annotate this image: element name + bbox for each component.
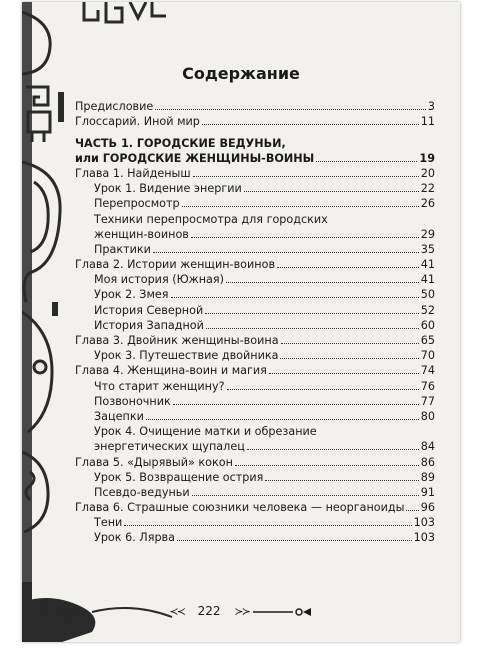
toc-entry-title: Глава 4. Женщина-воин и магия [75,364,267,378]
toc-leader-dots [406,510,418,511]
toc-entry-page: 74 [420,364,435,378]
toc-leader-dots [316,161,417,162]
toc-entry-page: 76 [420,379,435,393]
arrow-left-icon: ≺≺ [169,605,184,618]
toc-leader-dots [171,297,419,298]
toc-entry[interactable] [75,454,435,469]
toc-entry-page: 60 [420,318,435,332]
toc-entry[interactable] [75,485,435,500]
toc-leader-dots [265,480,418,481]
toc-entry-page: 29 [420,227,435,241]
toc-entry-title: энергетических щупалец [94,440,245,454]
toc-entry-title: Урок 1. Видение энергии [94,182,242,196]
toc-entry-title: Глоссарий. Иной мир [75,115,200,129]
toc-entry[interactable] [75,196,435,211]
book-page [22,2,460,642]
toc-entry[interactable] [75,257,435,272]
toc-entry-title: Урок 2. Змея [94,288,169,302]
toc-leader-dots [227,389,419,390]
toc-entry[interactable] [75,530,435,545]
toc-leader-dots [191,237,419,238]
toc-entry-page: 96 [420,501,435,515]
toc-entry-title: женщин-воинов [94,227,189,241]
toc-entry-page: 11 [420,115,435,129]
toc-entry[interactable] [75,99,435,114]
toc-entry[interactable] [75,318,435,333]
toc-entry[interactable] [75,272,435,287]
toc-entry-title: История Западной [94,318,204,332]
toc-entry-page: 89 [420,470,435,484]
toc-entry-title: Урок 4. Очищение матки и обрезание [94,425,317,439]
toc-entry-title: Зацепки [94,409,144,423]
toc-entry-title: Урок 6. Лярва [94,531,176,545]
toc-entry-title: Глава 3. Двойник женщины-воина [75,334,279,347]
toc-entry-page: 50 [420,288,435,302]
toc-entry[interactable] [75,333,435,348]
toc-entry-title: Урок 3. Путешествие двойника [94,349,279,363]
toc-entry[interactable] [75,378,435,393]
toc-entry[interactable] [75,470,435,485]
toc-entry-page: 84 [420,440,435,454]
toc-entry[interactable] [75,242,435,257]
toc-entry-title: Что старит женщину? [94,379,225,393]
toc-entry-title: Техники перепросмотра для городских [94,212,328,226]
toc-leader-dots [153,252,419,253]
toc-entry-page: 80 [420,409,435,423]
toc-leader-dots [193,176,419,177]
toc-entry-page: 22 [420,182,435,196]
toc-entry-page: 65 [420,334,435,347]
toc-leader-dots [235,465,419,466]
toc-entry-title: Перепросмотр [94,197,180,211]
toc-entry-page: 52 [420,303,435,317]
toc-entry-title: ЧАСТЬ 1. ГОРОДСКИЕ ВЕДУНЬИ, [75,136,286,150]
toc-entry-title: Урок 5. Возвращение острия [94,470,264,484]
toc-entry-page: 103 [413,516,435,530]
toc-entry[interactable] [75,135,435,150]
toc-leader-dots [205,313,419,314]
toc-entry-page: 3 [427,100,435,114]
toc-entry-title: Глава 6. Страшные союзники человека — неорганоиды [75,501,405,515]
toc-entry[interactable] [75,302,435,317]
toc-leader-dots [281,343,419,344]
toc-entry-page: 70 [420,349,435,363]
toc-entry-title: Позвоночник [94,394,171,408]
toc-leader-dots [182,206,419,207]
left-ornament-icon [22,2,82,642]
toc-entry-title: Псевдо-ведуньи [94,485,190,499]
toc-entry-title: Практики [94,242,151,256]
toc-leader-dots [173,404,419,405]
toc-entry[interactable] [75,439,435,454]
toc-leader-dots [269,373,419,374]
toc-entry-page: 91 [420,485,435,499]
toc-entry-page: 41 [420,258,435,272]
toc-entry[interactable] [75,181,435,196]
page-title: Содержание [182,64,300,83]
toc-entry-page: 103 [413,531,435,545]
toc-entry[interactable] [75,394,435,409]
toc-entry-page: 35 [420,242,435,256]
toc-entry-page: 77 [420,394,435,408]
toc-entry[interactable] [75,211,435,226]
toc-leader-dots [206,328,419,329]
toc-entry[interactable] [75,500,435,515]
toc-entry-title: Глава 5. «Дырявый» кокон [75,455,233,469]
toc-entry-title: или ГОРОДСКИЕ ЖЕНЩИНЫ-ВОИНЫ [75,151,315,165]
toc-entry-page: 86 [420,455,435,469]
table-of-contents [75,99,435,545]
toc-leader-dots [177,540,412,541]
toc-entry[interactable] [75,515,435,530]
toc-entry[interactable] [75,409,435,424]
toc-entry-title: Глава 1. Найденыш [75,166,191,180]
toc-entry-page: 41 [420,273,435,287]
toc-entry[interactable] [75,227,435,242]
toc-leader-dots [277,267,419,268]
toc-leader-dots [226,282,419,283]
toc-leader-dots [280,358,418,359]
toc-entry[interactable] [75,166,435,181]
toc-leader-dots [244,191,419,192]
toc-leader-dots [192,495,419,496]
page-number: 222 [197,604,221,618]
toc-entry-title: Предисловие [75,100,154,114]
toc-leader-dots [155,109,426,110]
toc-entry-title: Глава 2. Истории женщин-воинов [75,258,276,272]
top-ornament-icon [82,2,172,42]
toc-entry-page: 20 [420,166,435,180]
toc-leader-dots [247,449,419,450]
toc-entry[interactable] [75,424,435,439]
toc-entry-page: 26 [420,197,435,211]
page-footer [22,604,460,618]
toc-entry[interactable] [75,151,435,166]
toc-entry-title: Тени [94,516,123,530]
toc-entry-title: Моя история (Южная) [94,273,225,287]
toc-leader-dots [124,525,411,526]
toc-entry[interactable] [75,348,435,363]
toc-entry[interactable] [75,114,435,129]
toc-leader-dots [146,419,419,420]
toc-entry[interactable] [75,363,435,378]
toc-entry-page: 19 [419,151,435,165]
toc-entry[interactable] [75,287,435,302]
toc-leader-dots [202,124,419,125]
arrow-ornament-icon [253,607,313,617]
arrow-right-icon: ≻≻ [234,605,249,618]
toc-entry-title: История Северной [94,303,204,317]
